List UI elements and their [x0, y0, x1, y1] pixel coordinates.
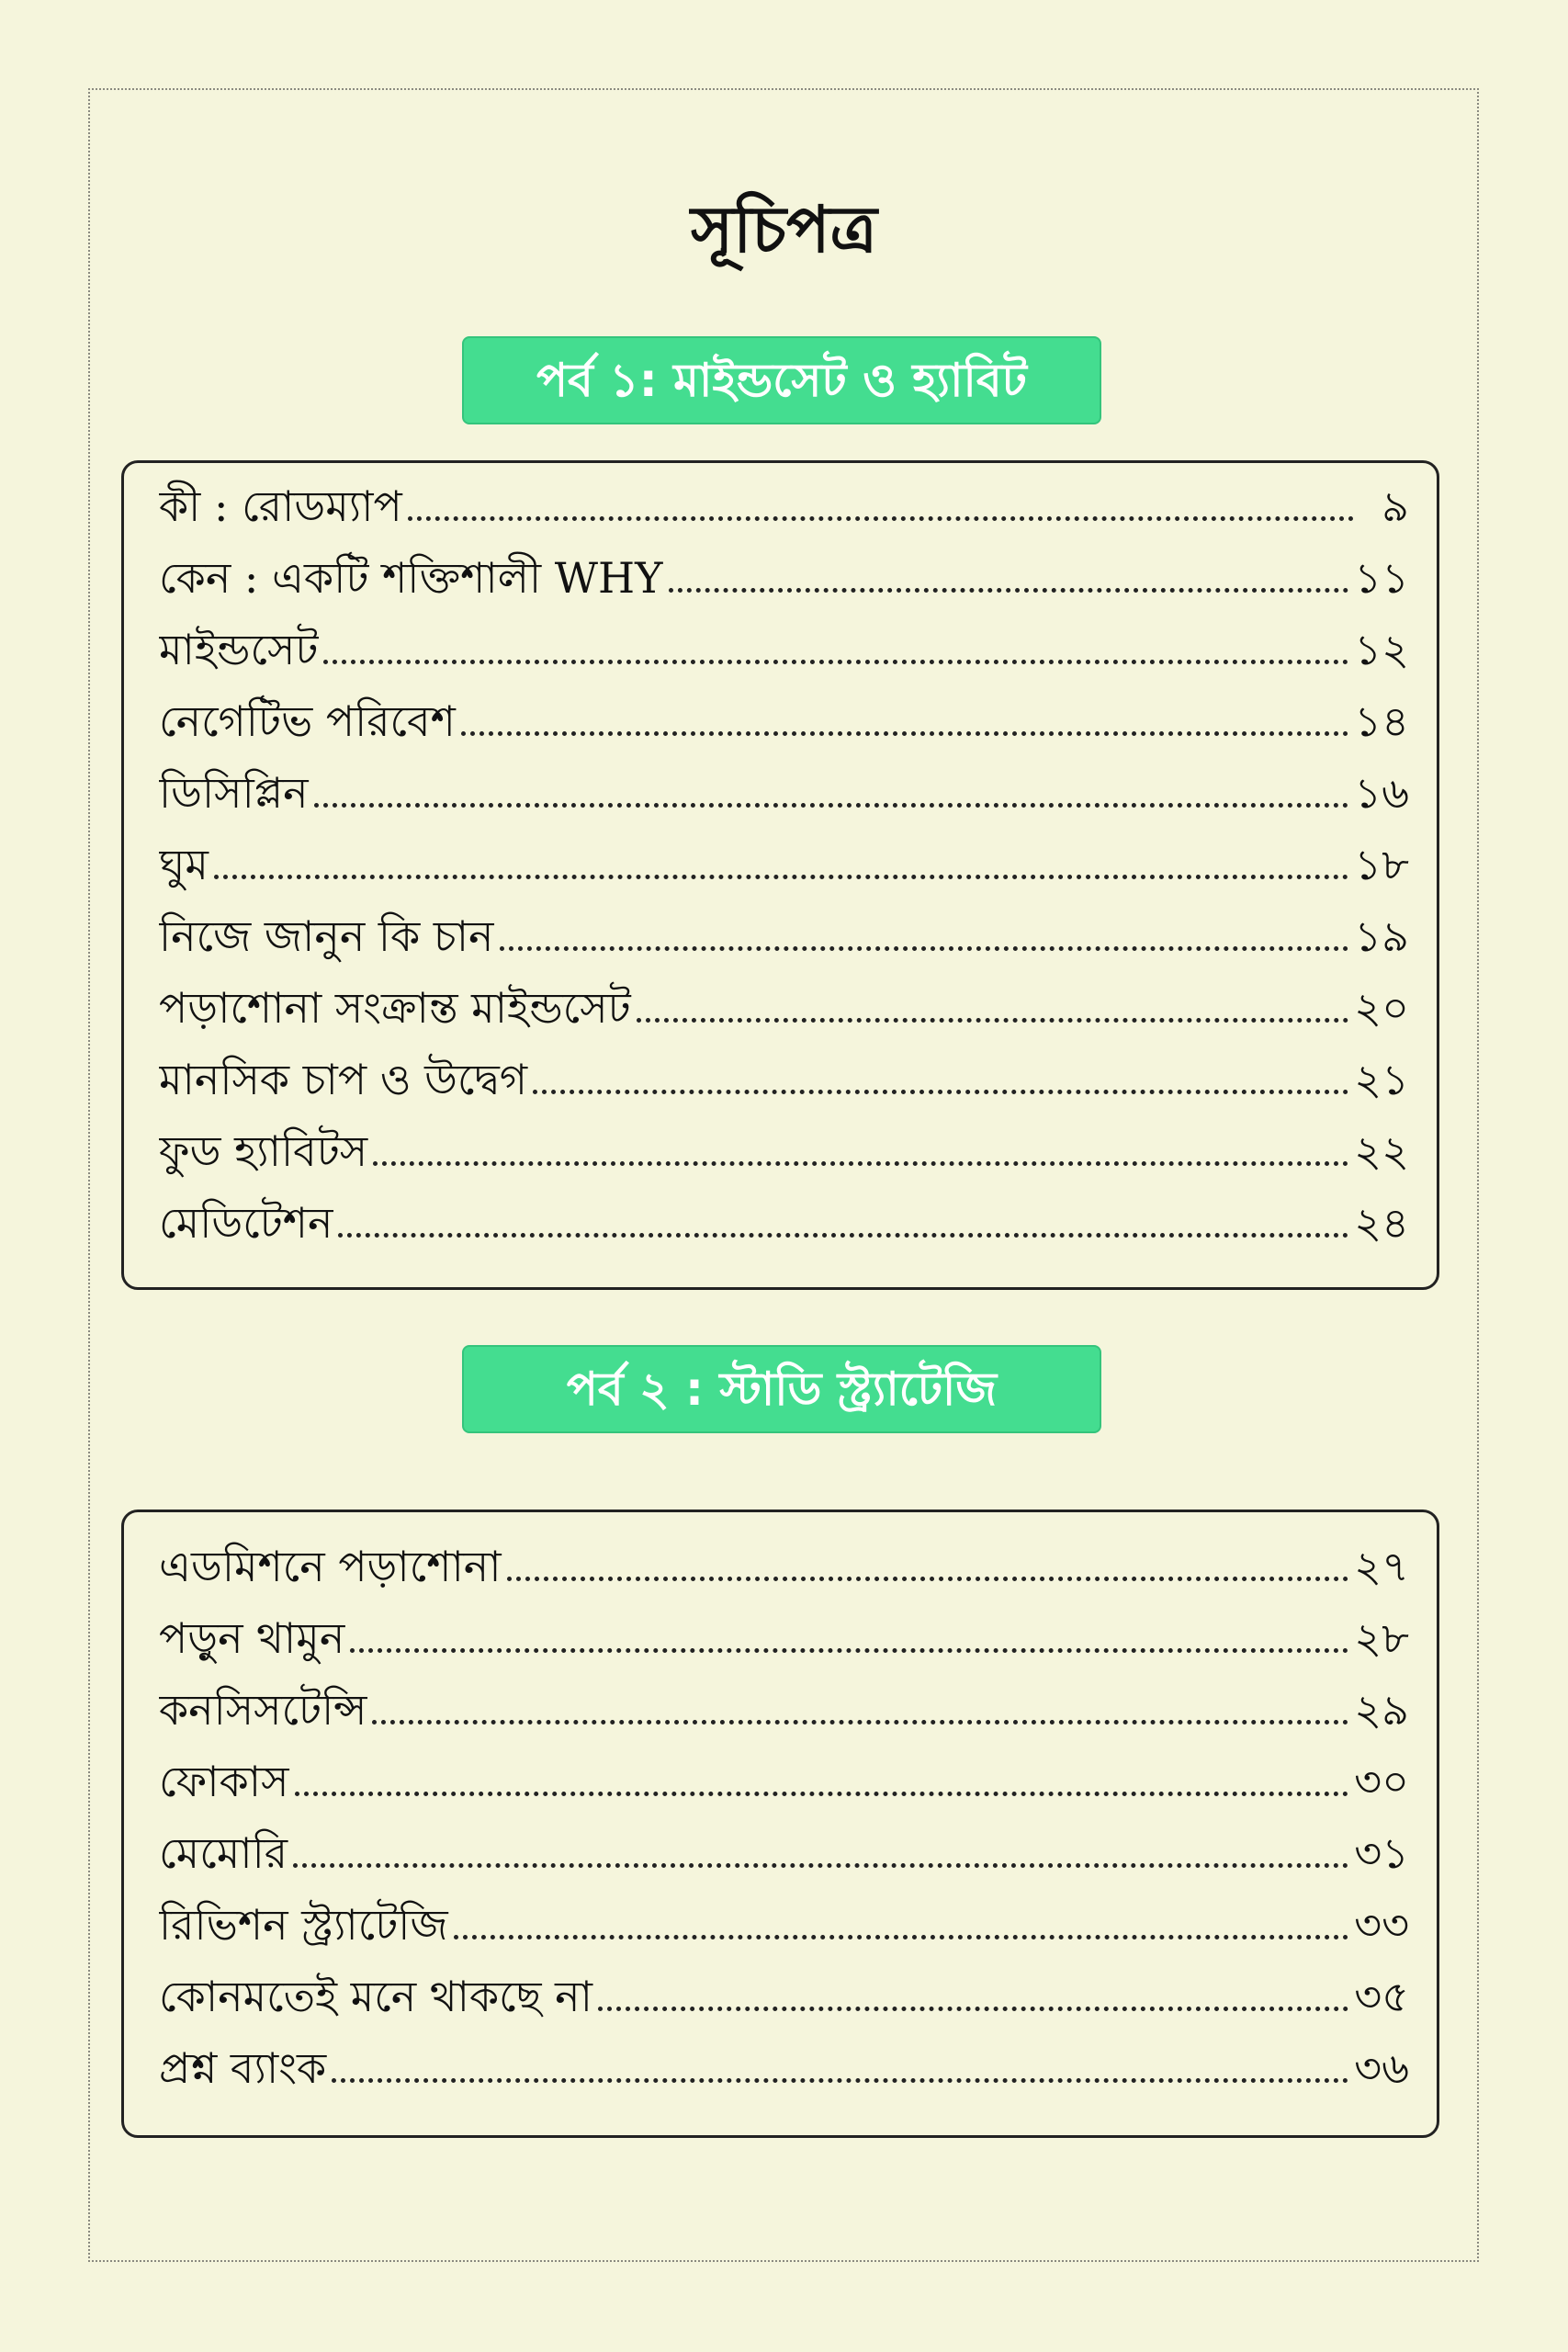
toc-entry-label: ফোকাস [159, 1757, 289, 1806]
toc-entry-label: রিভিশন স্ট্র্যাটেজি [159, 1900, 448, 1950]
dot-leader [454, 1935, 1349, 1939]
toc-entry-label: পড়াশোনা সংক্রান্ত মাইন্ডসেট [159, 983, 631, 1033]
toc-entry-label: নেগেটিভ পরিবেশ [159, 696, 456, 746]
toc-entry-label: কেন : একটি শক্তিশালী WHY [159, 553, 663, 603]
toc-entry-page: ২২ [1354, 1126, 1409, 1176]
toc-entry-page: ২১ [1354, 1055, 1409, 1104]
dot-leader [533, 1090, 1348, 1094]
dot-leader [314, 803, 1349, 808]
toc-entry-page: ৯ [1382, 481, 1409, 531]
dot-leader [373, 1161, 1348, 1166]
dot-leader [637, 1018, 1349, 1023]
section-2-heading: পর্ব ২ : স্টাডি স্ট্র্যাটেজি [462, 1345, 1101, 1433]
dot-leader [408, 516, 1354, 521]
toc-entry[interactable] [159, 1531, 1409, 1602]
toc-entry[interactable] [159, 972, 1409, 1044]
toc-entry-label: ফুড হ্যাবিটস [159, 1126, 368, 1176]
page-title: সূচিপত্র [691, 191, 877, 267]
dot-leader [372, 1720, 1348, 1724]
dot-leader [461, 731, 1348, 736]
toc-entry[interactable] [159, 900, 1409, 972]
toc-entry[interactable] [159, 470, 1409, 542]
toc-entry[interactable] [159, 1961, 1409, 2032]
toc-entry[interactable] [159, 1889, 1409, 1961]
toc-entry-page: ৩৬ [1354, 2043, 1409, 2093]
toc-entry[interactable] [159, 685, 1409, 757]
toc-entry[interactable] [159, 1817, 1409, 1889]
section-1-heading: পর্ব ১: মাইন্ডসেট ও হ্যাবিট [462, 336, 1101, 424]
toc-entry[interactable] [159, 542, 1409, 614]
dot-leader [293, 1863, 1348, 1868]
toc-entry-page: ৩০ [1354, 1757, 1409, 1806]
toc-entry-page: ২৮ [1354, 1613, 1409, 1663]
dot-leader [295, 1792, 1349, 1796]
dot-leader [350, 1648, 1348, 1653]
toc-entry-label: ঘুম [159, 840, 209, 889]
toc-entry-page: ১৮ [1354, 840, 1409, 889]
toc-entry-label: প্রশ্ন ব্যাংক [159, 2043, 327, 2093]
toc-entry-page: ২৪ [1354, 1198, 1409, 1248]
toc-entry-page: ২৯ [1354, 1685, 1409, 1735]
toc-entry[interactable] [159, 2032, 1409, 2104]
toc-entry-label: মাইন্ডসেট [159, 625, 319, 674]
toc-entry[interactable] [159, 1115, 1409, 1187]
dot-leader [338, 1233, 1348, 1238]
dot-leader [598, 2007, 1348, 2011]
toc-entry-label: এডমিশনে পড়াশোনা [159, 1542, 502, 1591]
toc-entry-page: ১৪ [1354, 696, 1409, 746]
toc-entry[interactable] [159, 614, 1409, 685]
toc-entry-page: ৩৫ [1354, 1972, 1409, 2021]
toc-entry[interactable] [159, 829, 1409, 900]
toc-entry-label: নিজে জানুন কি চান [159, 911, 494, 961]
toc-entry[interactable] [159, 1602, 1409, 1674]
toc-entry-label: কী : রোডম্যাপ [159, 481, 402, 531]
toc-entry-label: ডিসিপ্লিন [159, 768, 309, 818]
toc-entry[interactable] [159, 757, 1409, 829]
dot-leader [214, 875, 1348, 879]
dot-leader [332, 2078, 1348, 2083]
dot-leader [669, 588, 1349, 593]
toc-entry-page: ১১ [1354, 553, 1409, 603]
toc-entry-page: ২৭ [1354, 1542, 1409, 1591]
section-2-contents-box [121, 1510, 1439, 2138]
toc-entry[interactable] [159, 1187, 1409, 1259]
toc-entry[interactable] [159, 1044, 1409, 1115]
toc-entry-page: ১২ [1354, 625, 1409, 674]
toc-entry-label: মেডিটেশন [159, 1198, 333, 1248]
toc-entry-page: ১৯ [1354, 911, 1409, 961]
toc-entry-page: ১৬ [1354, 768, 1409, 818]
toc-entry-label: মেমোরি [159, 1828, 288, 1878]
toc-entry-page: ৩৩ [1354, 1900, 1409, 1950]
toc-entry-page: ২০ [1354, 983, 1409, 1033]
dot-leader [500, 946, 1349, 951]
dot-leader [323, 660, 1348, 664]
toc-entry-label: কনসিসটেন্সি [159, 1685, 367, 1735]
toc-entry-label: কোনমতেই মনে থাকছে না [159, 1972, 592, 2021]
toc-entry[interactable] [159, 1746, 1409, 1817]
dot-leader [507, 1577, 1349, 1581]
toc-entry-label: পড়ুন থামুন [159, 1613, 345, 1663]
toc-entry[interactable] [159, 1674, 1409, 1746]
section-1-contents-box [121, 460, 1439, 1290]
toc-entry-label: মানসিক চাপ ও উদ্বেগ [159, 1055, 527, 1104]
toc-entry-page: ৩১ [1354, 1828, 1409, 1878]
